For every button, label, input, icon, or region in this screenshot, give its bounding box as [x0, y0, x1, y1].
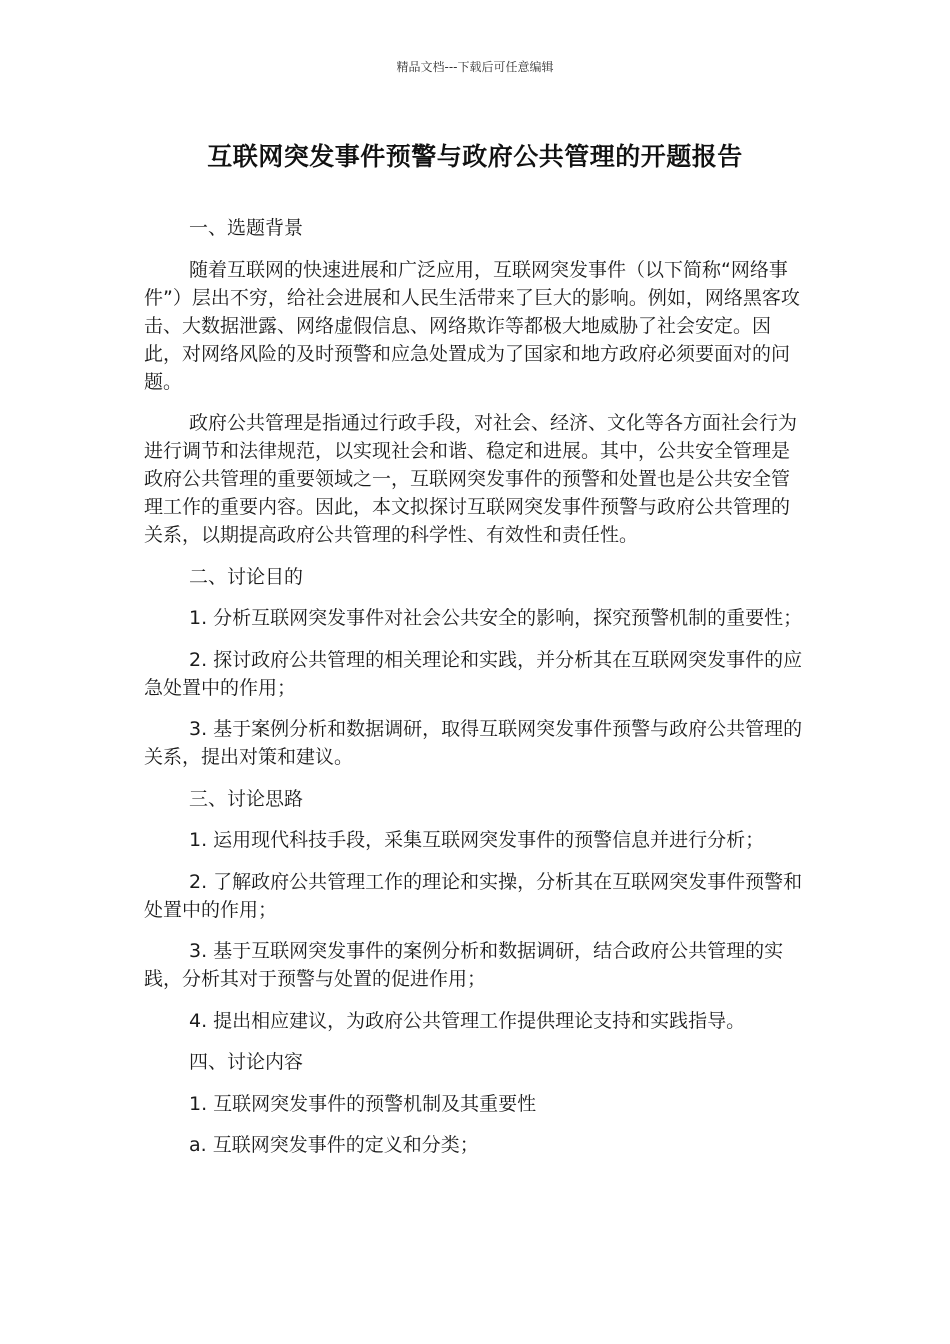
section-heading-objectives: 二、讨论目的 [189, 565, 304, 588]
objective-item-1: 1. 分析互联网突发事件对社会公共安全的影响，探究预警机制的重要性； [189, 607, 803, 629]
objective-item-3: 3. 基于案例分析和数据调研，取得互联网突发事件预警与政府公共管理的关系，提出对策和建议。 [144, 718, 803, 768]
document-title: 互联网突发事件预警与政府公共管理的开题报告 [207, 142, 743, 171]
header-note: 精品文档---下载后可任意编辑 [396, 60, 554, 74]
approach-item-1: 1. 运用现代科技手段，采集互联网突发事件的预警信息并进行分析； [189, 829, 765, 851]
approach-item-4: 4. 提出相应建议，为政府公共管理工作提供理论支持和实践指导。 [189, 1009, 746, 1032]
approach-item-2: 2. 了解政府公共管理工作的理论和实操，分析其在互联网突发事件预警和处置中的作用； [144, 870, 803, 921]
content-subitem-a: a. 互联网突发事件的定义和分类； [189, 1134, 479, 1156]
section-heading-content: 四、讨论内容 [189, 1051, 304, 1073]
document-body [144, 214, 808, 1173]
content-item-1: 1. 互联网突发事件的预警机制及其重要性 [189, 1092, 537, 1115]
approach-item-3: 3. 基于互联网突发事件的案例分析和数据调研，结合政府公共管理的实践，分析其对于预警与处置的促进作用； [144, 940, 784, 990]
objective-item-2: 2. 探讨政府公共管理的相关理论和实践，并分析其在互联网突发事件的应急处置中的作用； [144, 648, 803, 699]
section-heading-approach: 三、讨论思路 [189, 787, 304, 810]
section-heading-background: 一、选题背景 [189, 217, 304, 239]
paragraph-background-1: 随着互联网的快速进展和广泛应用，互联网突发事件（以下简称“网络事件”）层出不穷，给社会进展和人民生活带来了巨大的影响。例如，网络黑客攻击、大数据泄露、网络虚假信息、网络欺诈等都极大地威胁了社会安定。因此，对网络风险的及时预警和应急处置成为了国家和地方政府必须要面对的问题。 [144, 258, 800, 393]
paragraph-background-2: 政府公共管理是指通过行政手段，对社会、经济、文化等各方面社会行为进行调节和法律规范，以实现社会和谐、稳定和进展。其中，公共安全管理是政府公共管理的重要领域之一，互联网突发事件的预警和处置也是公共安全管理工作的重要内容。因此，本文拟探讨互联网突发事件预警与政府公共管理的关系，以期提高政府公共管理的科学性、有效性和责任性。 [144, 412, 798, 546]
